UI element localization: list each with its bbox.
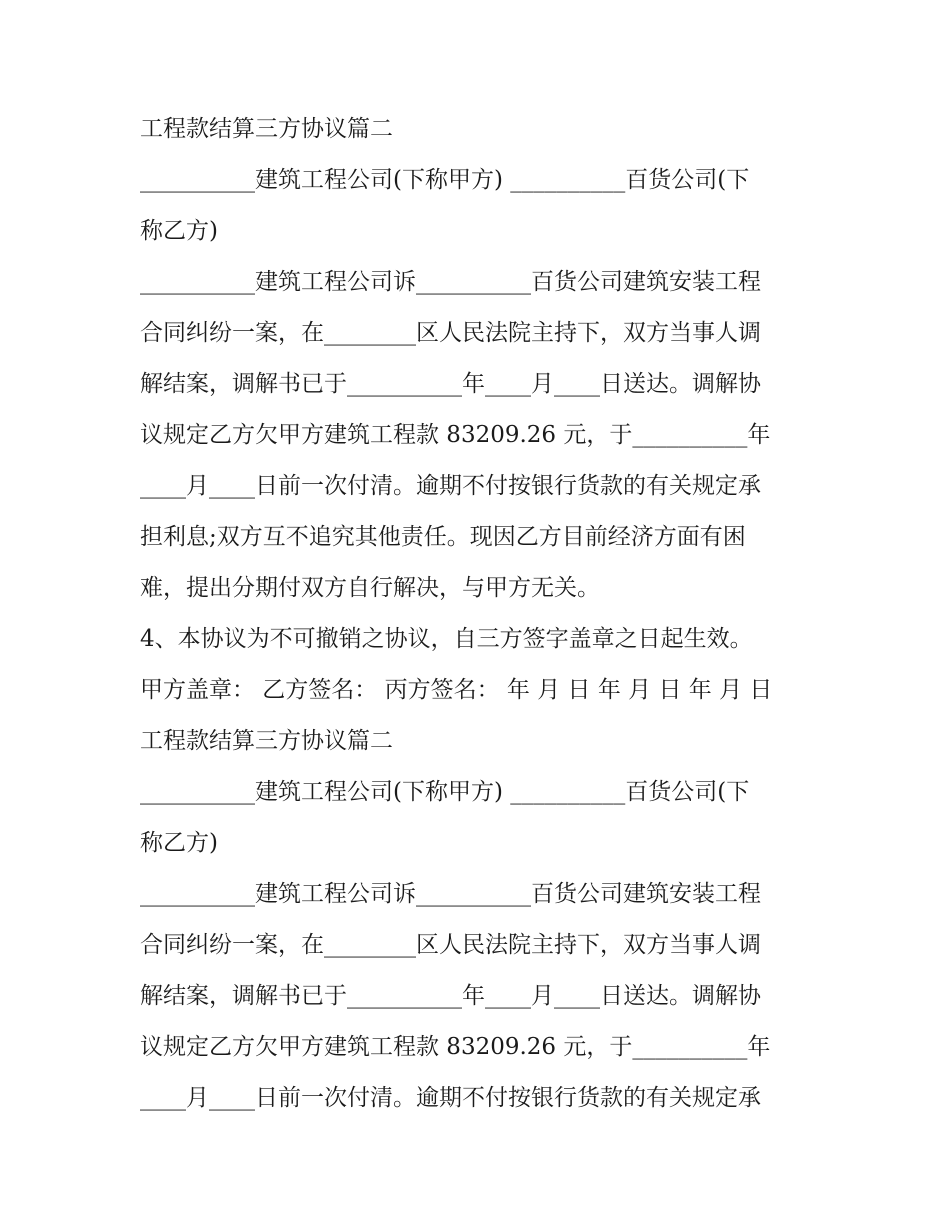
text-line: 难，提出分期付双方自行解决，与甲方无关。 (140, 575, 600, 601)
signature-line: 甲方盖章： 乙方签名： 丙方签名： 年 月 日 年 月 日 年 月 日 (140, 677, 773, 703)
text-line: ____月____日前一次付清。逾期不付按银行货款的有关规定承 (140, 1085, 761, 1111)
document-body (140, 104, 812, 1124)
text-line: 称乙方) (140, 830, 218, 856)
text-line: __________建筑工程公司诉__________百货公司建筑安装工程 (140, 269, 761, 295)
clause-4: 4、本协议为不可撤销之协议，自三方签字盖章之日起生效。 (140, 626, 753, 652)
text-line: __________建筑工程公司(下称甲方) __________百货公司(下 (140, 779, 750, 805)
heading-1: 工程款结算三方协议篇二 (140, 116, 393, 142)
text-line: 解结案，调解书已于__________年____月____日送达。调解协 (140, 983, 761, 1009)
text-line: 称乙方) (140, 218, 218, 244)
text-line: 合同纠纷一案，在________区人民法院主持下，双方当事人调 (140, 932, 761, 958)
text-line: 担利息;双方互不追究其他责任。现因乙方目前经济方面有困 (140, 524, 746, 550)
text-line: __________建筑工程公司(下称甲方) __________百货公司(下 (140, 167, 750, 193)
heading-2: 工程款结算三方协议篇二 (140, 728, 393, 754)
text-line: 议规定乙方欠甲方建筑工程款 83209.26 元，于__________年 (140, 422, 771, 448)
text-line: 议规定乙方欠甲方建筑工程款 83209.26 元，于__________年 (140, 1034, 771, 1060)
text-line: 解结案，调解书已于__________年____月____日送达。调解协 (140, 371, 761, 397)
text-line: 合同纠纷一案，在________区人民法院主持下，双方当事人调 (140, 320, 761, 346)
text-line: __________建筑工程公司诉__________百货公司建筑安装工程 (140, 881, 761, 907)
text-line: ____月____日前一次付清。逾期不付按银行货款的有关规定承 (140, 473, 761, 499)
